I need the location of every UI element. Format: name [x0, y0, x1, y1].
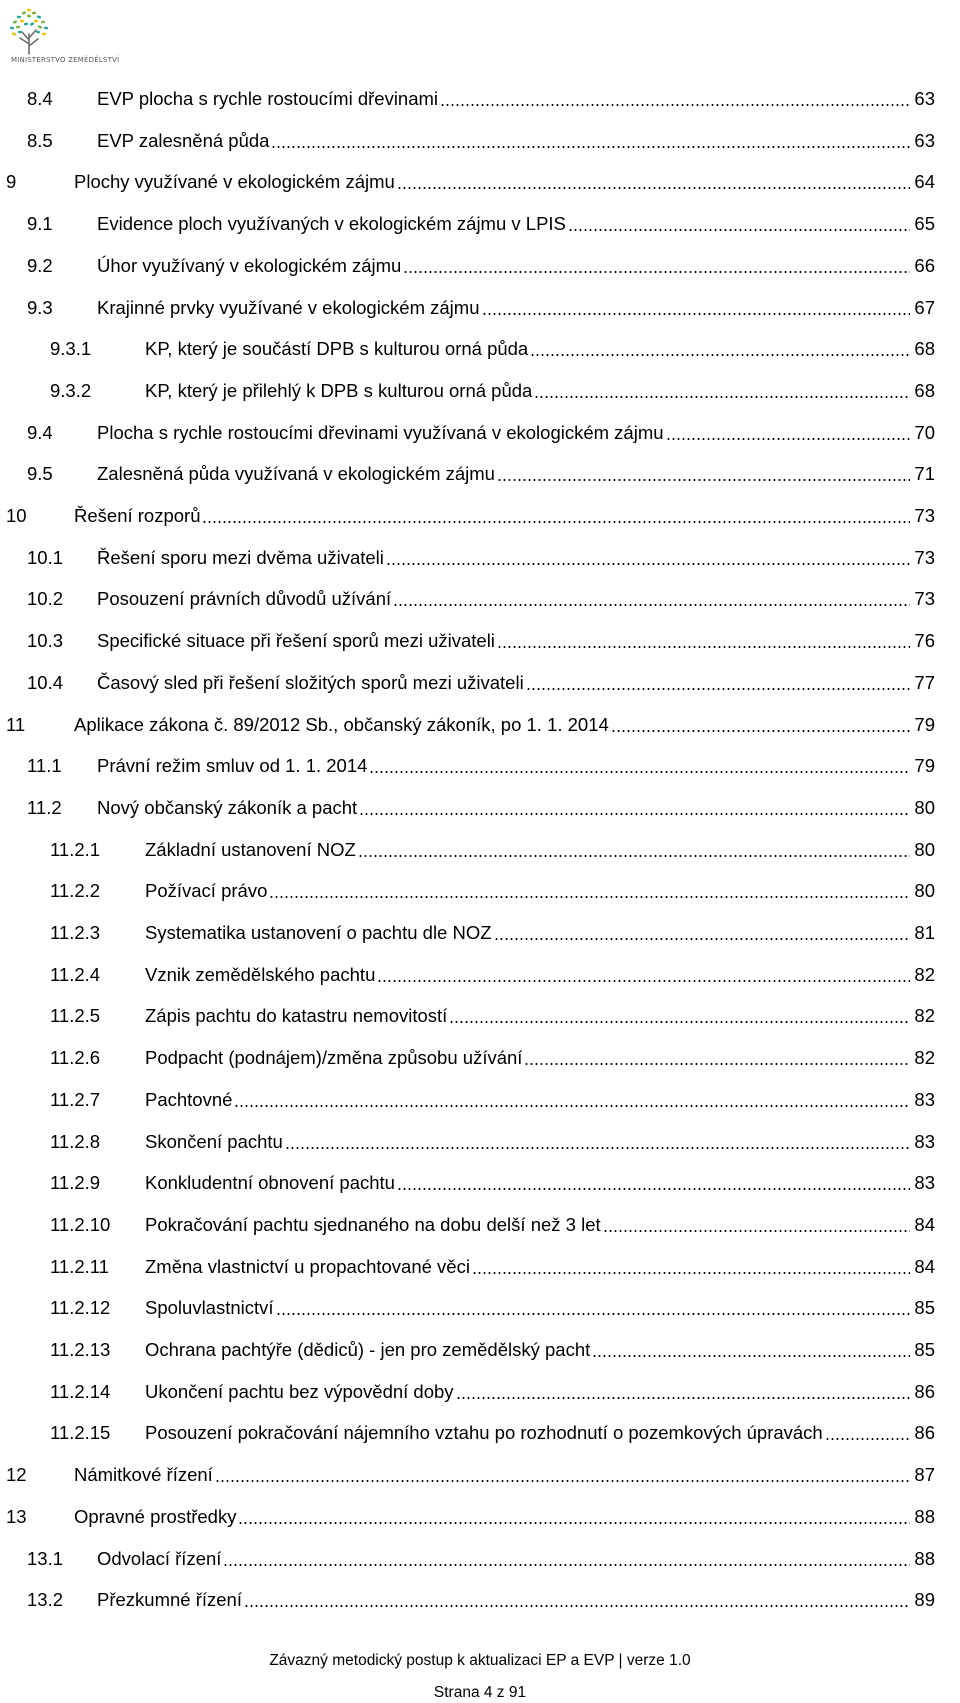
toc-entry-number: 11.1 — [27, 755, 62, 777]
toc-entry-title: EVP zalesněná půda — [97, 129, 270, 151]
toc-dot-leader — [386, 545, 913, 567]
toc-entry-page: 86 — [914, 1380, 935, 1402]
toc-entry-title: Požívací právo — [145, 880, 268, 902]
leaf-shape — [24, 22, 29, 25]
toc-entry-title: Právní režim smluv od 1. 1. 2014 — [97, 755, 368, 777]
toc-dot-leader — [202, 503, 912, 525]
toc-dot-leader — [526, 670, 913, 692]
leaf-shape — [27, 14, 32, 17]
toc-entry-page: 89 — [914, 1589, 935, 1611]
toc-entry-number: 11.2 — [27, 796, 62, 818]
toc-entry-title: Řešení sporu mezi dvěma uživateli — [97, 546, 384, 568]
toc-entry-number: 11.2.13 — [50, 1339, 111, 1360]
leaf-shape — [27, 8, 32, 11]
toc-entry-number: 11.2.14 — [50, 1380, 111, 1402]
toc-entry-number: 13.1 — [27, 1547, 64, 1569]
toc-entry-number: 11.2.4 — [50, 963, 101, 985]
ministry-logo — [6, 4, 156, 68]
toc-entry-page: 73 — [914, 546, 935, 568]
toc-entry-title: Zalesněná půda využívaná v ekologickém zájmu — [97, 463, 495, 485]
toc-entry-title: Posouzení právních důvodů užívání — [97, 588, 392, 610]
toc-entry-page: 80 — [914, 796, 935, 818]
leaf-shape — [10, 26, 15, 29]
toc-entry-page: 80 — [914, 880, 935, 902]
leaf-shape — [42, 33, 47, 36]
toc-entry[interactable] — [27, 1585, 935, 1615]
toc-entry[interactable] — [50, 1252, 935, 1282]
toc-entry-number: 11 — [6, 713, 26, 735]
toc-entry-page: 68 — [914, 338, 935, 360]
toc-entry-number: 9.3 — [27, 296, 53, 318]
toc-entry-number: 11.2.15 — [50, 1422, 111, 1444]
toc-dot-leader — [215, 1462, 913, 1484]
toc-entry-page: 84 — [914, 1213, 935, 1235]
toc-entry-page: 64 — [914, 171, 935, 193]
toc-entry[interactable] — [50, 876, 935, 906]
toc-entry-page: 82 — [914, 1005, 935, 1027]
toc-entry-page: 86 — [914, 1422, 935, 1444]
toc-entry-page: 82 — [914, 963, 935, 985]
toc-entry-title: Opravné prostředky — [74, 1505, 237, 1527]
toc-entry-page: 83 — [914, 1172, 935, 1194]
toc-entry-title: Spoluvlastnictví — [145, 1297, 274, 1319]
toc-entry[interactable] — [27, 668, 935, 698]
toc-entry[interactable] — [27, 751, 935, 781]
toc-dot-leader — [530, 336, 912, 358]
toc-entry-title: Úhor využívaný v ekologickém zájmu — [97, 254, 402, 276]
toc-entry-page: 66 — [914, 254, 935, 276]
toc-dot-leader — [568, 211, 913, 233]
leaf-shape — [44, 26, 49, 29]
toc-entry[interactable] — [6, 710, 935, 740]
toc-entry-page: 70 — [914, 421, 935, 443]
toc-entry-title: Plochy využívané v ekologickém zájmu — [74, 171, 395, 193]
toc-entry-number: 9.1 — [27, 213, 53, 235]
toc-entry-title: Vznik zemědělského pachtu — [145, 963, 376, 985]
toc-entry-page: 76 — [914, 630, 935, 652]
toc-dot-leader — [403, 253, 912, 275]
toc-dot-leader — [271, 128, 912, 150]
toc-dot-leader — [276, 1295, 913, 1317]
toc-entry-page: 79 — [914, 755, 935, 777]
toc-dot-leader — [449, 1003, 912, 1025]
toc-entry-number: 10.1 — [27, 546, 64, 568]
toc-entry[interactable] — [6, 501, 935, 531]
toc-entry-number: 11.2.9 — [50, 1172, 101, 1194]
toc-dot-leader — [825, 1420, 913, 1442]
toc-entry-title: Ochrana pachtýře (dědiců) - jen pro zemědělský pacht — [145, 1339, 591, 1360]
toc-dot-leader — [534, 378, 912, 400]
toc-entry-number: 8.5 — [27, 129, 53, 151]
toc-entry-page: 68 — [914, 379, 935, 401]
toc-entry-number: 9.5 — [27, 463, 53, 485]
toc-entry-title: Ukončení pachtu bez výpovědní doby — [145, 1380, 454, 1402]
toc-entry-page: 88 — [914, 1505, 935, 1527]
toc-entry-title: Konkludentní obnovení pachtu — [145, 1172, 395, 1194]
toc-dot-leader — [223, 1546, 912, 1568]
toc-dot-leader — [456, 1379, 913, 1401]
toc-entry-number: 11.2.8 — [50, 1130, 101, 1152]
toc-dot-leader — [369, 753, 912, 775]
toc-entry-title: Plocha s rychle rostoucími dřevinami využívaná v ekologickém zájmu — [97, 421, 664, 443]
toc-entry-number: 11.2.6 — [50, 1047, 101, 1069]
toc-entry-number: 13.2 — [27, 1589, 64, 1611]
toc-dot-leader — [244, 1587, 912, 1609]
leaf-shape — [21, 11, 26, 15]
toc-entry-title: EVP plocha s rychle rostoucími dřevinami — [97, 88, 439, 109]
toc-entry[interactable] — [27, 209, 935, 239]
toc-entry-title: KP, který je přilehlý k DPB s kulturou orná půda — [145, 379, 533, 401]
toc-entry[interactable] — [50, 376, 935, 406]
toc-entry-page: 80 — [914, 838, 935, 860]
toc-entry-title: Specifické situace při řešení sporů mezi uživateli — [97, 630, 495, 652]
toc-entry[interactable] — [50, 1127, 935, 1157]
toc-entry[interactable] — [50, 1085, 935, 1115]
toc-entry[interactable] — [27, 251, 935, 281]
toc-entry-title: Skončení pachtu — [145, 1130, 283, 1152]
toc-dot-leader — [666, 420, 913, 442]
toc-entry-title: Posouzení pokračování nájemního vztahu po rozhodnutí o pozemkových úpravách — [145, 1422, 823, 1444]
toc-entry-number: 9.4 — [27, 421, 53, 443]
toc-entry-number: 9.3.2 — [50, 379, 92, 401]
toc-entry[interactable] — [50, 835, 935, 865]
toc-dot-leader — [238, 1504, 912, 1526]
toc-entry-page: 82 — [914, 1047, 935, 1069]
toc-dot-leader — [494, 920, 913, 942]
toc-entry[interactable] — [50, 1335, 935, 1365]
toc-entry-title: Zápis pachtu do katastru nemovitostí — [145, 1005, 448, 1027]
toc-dot-leader — [234, 1087, 912, 1109]
toc-entry[interactable] — [27, 293, 935, 323]
leaf-shape — [17, 16, 21, 19]
leaf-shape — [32, 11, 37, 15]
toc-entry-title: Nový občanský zákoník a pacht — [97, 796, 358, 818]
toc-entry[interactable] — [27, 84, 935, 114]
toc-dot-leader — [397, 1170, 912, 1192]
toc-entry[interactable] — [27, 459, 935, 489]
toc-dot-leader — [497, 461, 912, 483]
toc-dot-leader — [497, 628, 913, 650]
toc-entry-page: 81 — [914, 922, 935, 943]
leaf-shape — [11, 32, 16, 36]
toc-dot-leader — [397, 169, 913, 191]
toc-entry-page: 79 — [914, 713, 935, 735]
toc-entry-number: 10 — [6, 505, 27, 526]
toc-entry-page: 85 — [914, 1297, 935, 1319]
leaf-shape — [29, 22, 34, 26]
toc-entry-title: Krajinné prvky využívané v ekologickém zájmu — [97, 296, 480, 318]
footer-document-title: Závazný metodický postup k aktualizaci EP a EVP | verze 1.0 — [269, 1652, 691, 1669]
toc-entry-number: 9.3.1 — [50, 338, 92, 360]
toc-entry[interactable] — [27, 626, 935, 656]
toc-entry-page: 73 — [914, 505, 935, 526]
leaf-shape — [41, 20, 46, 23]
toc-entry[interactable] — [50, 1418, 935, 1448]
footer-page-number: Strana 4 z 91 — [433, 1684, 527, 1701]
toc-entry-number: 8.4 — [27, 88, 53, 109]
toc-entry-number: 9 — [6, 171, 17, 193]
toc-dot-leader — [377, 962, 912, 984]
toc-entry-title: KP, který je součástí DPB s kulturou orná půda — [145, 338, 529, 360]
leaf-shape — [37, 25, 42, 29]
toc-entry[interactable] — [6, 167, 935, 197]
toc-entry[interactable] — [27, 584, 935, 614]
toc-entry-page: 73 — [914, 588, 935, 610]
toc-entry[interactable] — [50, 1293, 935, 1323]
toc-entry-page: 65 — [914, 213, 935, 235]
toc-dot-leader — [472, 1254, 912, 1276]
toc-entry-number: 11.2.2 — [50, 880, 101, 902]
toc-entry-number: 13 — [6, 1505, 27, 1527]
toc-entry[interactable] — [50, 1001, 935, 1031]
toc-entry[interactable] — [50, 960, 935, 990]
logo-text: MINISTERSTVO ZEMĚDĚLSTVÍ — [11, 56, 120, 64]
toc-entry-number: 10.2 — [27, 588, 64, 610]
toc-entry[interactable] — [50, 1043, 935, 1073]
toc-entry-title: Evidence ploch využívaných v ekologickém zájmu v LPIS — [97, 213, 566, 235]
leaf-shape — [16, 25, 21, 28]
toc-entry-title: Odvolací řízení — [97, 1547, 222, 1569]
toc-entry-title: Změna vlastnictví u propachtované věci — [145, 1255, 470, 1277]
toc-entry-title: Řešení rozporů — [74, 505, 201, 526]
toc-entry-title: Pokračování pachtu sjednaného na dobu delší než 3 let — [145, 1213, 601, 1235]
toc-entry-number: 11.2.1 — [50, 838, 101, 860]
toc-entry[interactable] — [27, 1544, 935, 1574]
toc-entry-page: 67 — [914, 296, 935, 318]
toc-entry-page: 87 — [914, 1464, 935, 1486]
toc-dot-leader — [611, 712, 913, 734]
tree-icon — [6, 4, 52, 56]
toc-entry-number: 10.3 — [27, 630, 64, 652]
toc-entry-page: 84 — [914, 1255, 935, 1277]
toc-dot-leader — [269, 878, 912, 900]
toc-entry-page: 77 — [914, 671, 935, 693]
leaf-shape — [34, 20, 38, 23]
toc-entry[interactable] — [27, 418, 935, 448]
toc-dot-leader — [440, 86, 912, 108]
toc-entry-page: 83 — [914, 1088, 935, 1110]
toc-entry-number: 11.2.7 — [50, 1088, 101, 1110]
toc-entry-number: 10.4 — [27, 671, 64, 693]
toc-entry-title: Přezkumné řízení — [97, 1589, 242, 1611]
toc-entry-number: 11.2.10 — [50, 1213, 111, 1235]
toc-entry[interactable] — [27, 126, 935, 156]
toc-entry-page: 83 — [914, 1130, 935, 1152]
leaf-shape — [19, 19, 24, 23]
toc-entry[interactable] — [50, 1168, 935, 1198]
toc-dot-leader — [482, 295, 913, 317]
toc-dot-leader — [592, 1337, 912, 1359]
toc-entry-title: Základní ustanovení NOZ — [145, 838, 356, 860]
toc-entry[interactable] — [50, 1377, 935, 1407]
toc-dot-leader — [359, 795, 912, 817]
toc-entry-page: 85 — [914, 1339, 935, 1360]
toc-dot-leader — [603, 1212, 913, 1234]
toc-entry-title: Námitkové řízení — [74, 1464, 213, 1486]
toc-entry-page: 88 — [914, 1547, 935, 1569]
toc-entry-page: 63 — [914, 129, 935, 151]
toc-entry[interactable] — [50, 918, 935, 948]
toc-entry-number: 9.2 — [27, 254, 53, 276]
leaf-shape — [12, 20, 17, 24]
toc-entry[interactable] — [27, 543, 935, 573]
toc-entry-title: Podpacht (podnájem)/změna způsobu užívání — [145, 1047, 523, 1069]
toc-entry[interactable] — [6, 1502, 935, 1532]
toc-entry-number: 11.2.3 — [50, 922, 101, 943]
toc-entry-page: 71 — [914, 463, 935, 485]
toc-entry[interactable] — [27, 793, 935, 823]
toc-entry[interactable] — [50, 334, 935, 364]
toc-entry-page: 63 — [914, 88, 935, 109]
toc-entry-title: Pachtovné — [145, 1088, 233, 1110]
toc-entry[interactable] — [50, 1210, 935, 1240]
toc-dot-leader — [285, 1129, 913, 1151]
toc-entry-title: Časový sled při řešení složitých sporů mezi uživateli — [97, 671, 524, 693]
toc-entry[interactable] — [6, 1460, 935, 1490]
toc-entry-number: 11.2.12 — [50, 1297, 111, 1319]
toc-dot-leader — [524, 1045, 912, 1067]
toc-entry-title: Aplikace zákona č. 89/2012 Sb., občanský zákoník, po 1. 1. 2014 — [74, 713, 609, 735]
toc-dot-leader — [393, 586, 912, 608]
toc-entry-number: 12 — [6, 1464, 27, 1486]
toc-entry-number: 11.2.11 — [50, 1255, 109, 1277]
toc-entry-number: 11.2.5 — [50, 1005, 101, 1027]
toc-dot-leader — [358, 837, 913, 859]
toc-entry-title: Systematika ustanovení o pachtu dle NOZ — [145, 922, 492, 943]
leaf-shape — [36, 15, 41, 19]
